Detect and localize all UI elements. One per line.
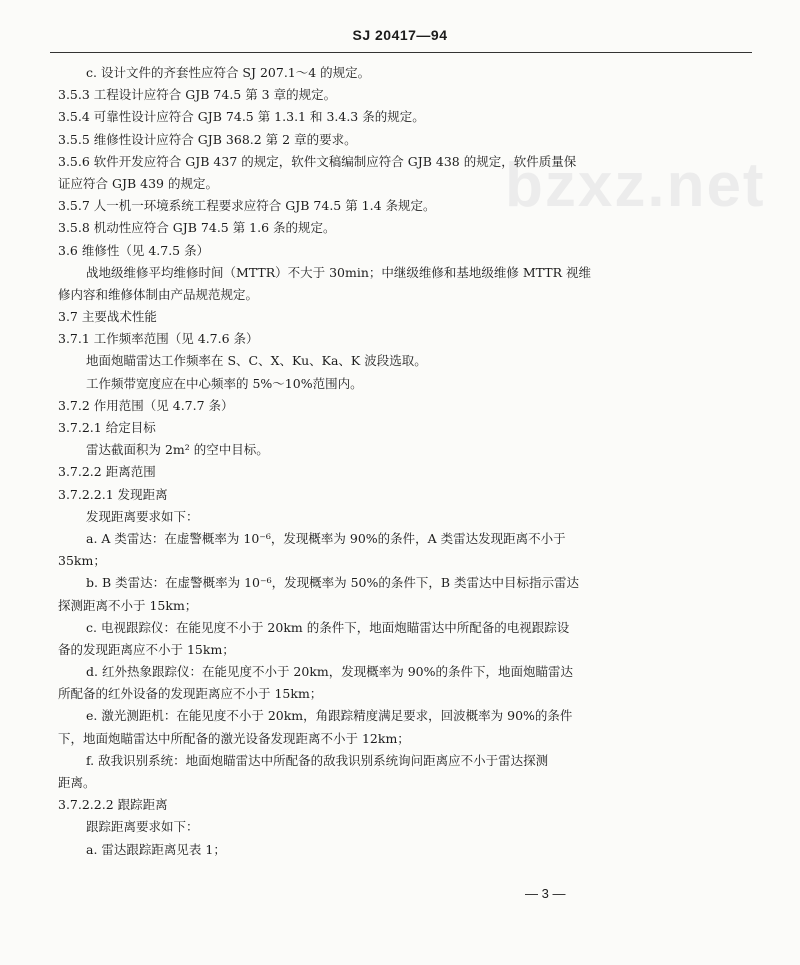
text-line: 3.7.2.2 距离范围 <box>58 464 156 480</box>
page-number: — 3 — <box>525 886 566 901</box>
list-item: f. 敌我识别系统：地面炮瞄雷达中所配备的敌我识别系统询问距离应不小于雷达探测 <box>86 752 549 768</box>
text-line: 3.7.2.1 给定目标 <box>58 420 156 435</box>
watermark: bzxz.net <box>505 151 766 220</box>
list-item: b. B 类雷达：在虚警概率为 10⁻⁶，发现概率为 50%的条件下，B 类雷达中目标指示雷达 <box>86 575 580 591</box>
text-line: 3.5.5 维修性设计应符合 GJB 368.2 第 2 章的要求。 <box>58 131 357 147</box>
list-item: d. 红外热象跟踪仪：在能见度不小于 20km，发现概率为 90%的条件下，地面炮瞄雷达 <box>86 664 574 680</box>
text-line: 雷达截面积为 2m² 的空中目标。 <box>86 442 269 458</box>
text-line: 证应符合 GJB 439 的规定。 <box>58 175 218 191</box>
text-line: 3.6 维修性（见 4.7.5 条） <box>58 242 210 258</box>
text-line: 3.7.2 作用范围（见 4.7.7 条） <box>58 397 234 413</box>
text-line: 备的发现距离应不小于 15km； <box>58 641 235 657</box>
text-line: 3.5.3 工程设计应符合 GJB 74.5 第 3 章的规定。 <box>58 87 337 103</box>
text-line: 3.7.1 工作频率范围（见 4.7.6 条） <box>58 331 259 347</box>
text-line: 探测距离不小于 15km； <box>58 597 198 613</box>
text-line: 发现距离要求如下： <box>86 508 199 524</box>
text-line: 3.7.2.2.2 跟踪距离 <box>58 797 168 813</box>
text-line: 35km； <box>58 553 106 569</box>
text-line: 战地级维修平均维修时间（MTTR）不大于 30min；中继级维修和基地级维修 MTTR 视维 <box>86 264 591 280</box>
text-line: 所配备的红外设备的发现距离应不小于 15km； <box>58 686 323 702</box>
text-line: 修内容和维修体制由产品规范规定。 <box>58 286 259 302</box>
text-line: 3.7 主要战术性能 <box>58 309 157 325</box>
text-line: 距离。 <box>58 775 96 790</box>
list-item: e. 激光测距机：在能见度不小于 20km，角跟踪精度满足要求，回波概率为 90%的条件 <box>86 708 573 724</box>
header-rule <box>50 52 752 53</box>
text-line: 3.5.7 人一机一环境系统工程要求应符合 GJB 74.5 第 1.4 条规定。 <box>58 198 436 214</box>
text-line: 3.5.6 软件开发应符合 GJB 437 的规定，软件文稿编制应符合 GJB 438 的规定，软件质量保 <box>58 153 577 169</box>
document-header: SJ 20417—94 <box>352 27 448 43</box>
body-text <box>58 62 618 861</box>
text-line: 跟踪距离要求如下： <box>86 819 199 835</box>
list-item: a. 雷达跟踪距离见表 1； <box>86 841 226 857</box>
list-item: a. A 类雷达：在虚警概率为 10⁻⁶，发现概率为 90%的条件，A 类雷达发现距离不小于 <box>86 530 566 546</box>
text-line: 3.5.8 机动性应符合 GJB 74.5 第 1.6 条的规定。 <box>58 220 336 236</box>
text-line: 下，地面炮瞄雷达中所配备的激光设备发现距离不小于 12km； <box>58 730 410 746</box>
text-line: 3.7.2.2.1 发现距离 <box>58 486 168 502</box>
text-line: 工作频带宽度应在中心频率的 5%～10%范围内。 <box>86 375 363 391</box>
text-line: 地面炮瞄雷达工作频率在 S、C、X、Ku、Ka、K 波段选取。 <box>86 353 427 369</box>
text-line: 3.5.4 可靠性设计应符合 GJB 74.5 第 1.3.1 和 3.4.3 条的规定。 <box>58 109 425 125</box>
list-item: c. 电视跟踪仪：在能见度不小于 20km 的条件下，地面炮瞄雷达中所配备的电视跟踪设 <box>86 619 570 635</box>
text-line: c. 设计文件的齐套性应符合 SJ 207.1～4 的规定。 <box>86 65 371 80</box>
